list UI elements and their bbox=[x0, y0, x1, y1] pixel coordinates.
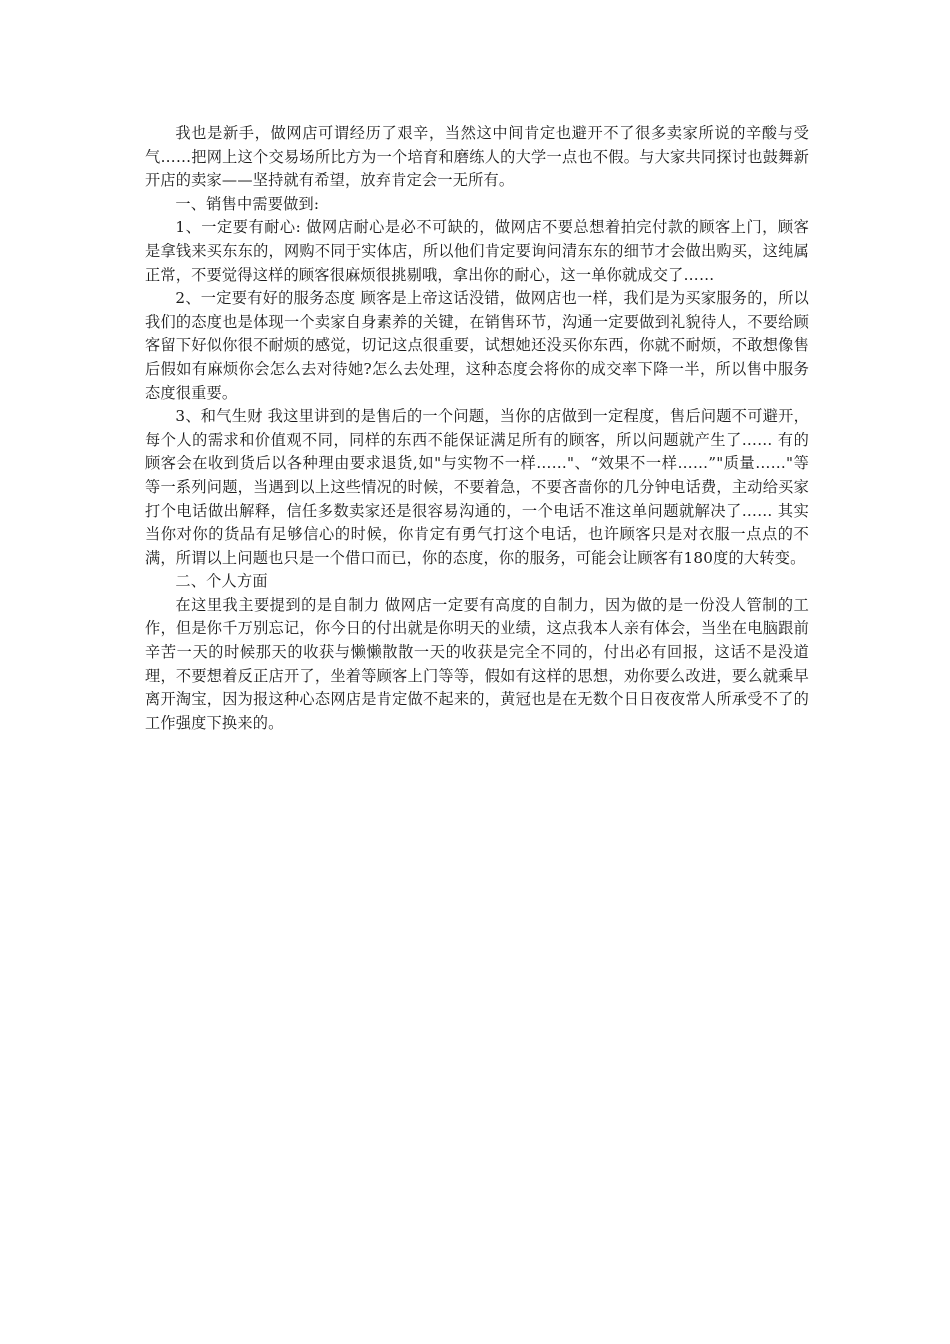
point-harmony: 3、和气生财 我这里讲到的是售后的一个问题，当你的店做到一定程度，售后问题不可避开，每个人的需求和价值观不同，同样的东西不能保证满足所有的顾客，所以问题就产生了…… 有的顾客会在收到货后以各种理由要求退货,如"与实物不一样……"、“效果不一样……”"质量……"等等一系列问题，当遇到以上这些情况的时候，不要着急，不要吝啬你的几分钟电话费，主动给买家打个电话做出解释，信任多数卖家还是很容易沟通的，一个电话不准这单问题就解决了…… 其实当你对你的货品有足够信心的时候，你肯定有勇气打这个电话，也许顾客只是对衣服一点点的不满，所谓以上问题也只是一个借口而已，你的态度，你的服务，可能会让顾客有180度的大转变。 bbox=[145, 407, 809, 567]
intro-paragraph: 我也是新手，做网店可谓经历了艰辛，当然这中间肯定也避开不了很多卖家所说的辛酸与受气……把网上这个交易场所比方为一个培育和磨练人的大学一点也不假。与大家共同探讨也鼓舞新开店的卖家——坚持就有希望，放弃肯定会一无所有。 bbox=[145, 124, 809, 190]
section-heading-sales: 一、销售中需要做到: bbox=[175, 194, 320, 213]
article-body bbox=[145, 122, 809, 735]
section-heading-personal: 二、个人方面 bbox=[175, 572, 268, 591]
point-patience: 1、一定要有耐心: 做网店耐心是必不可缺的，做网店不要总想着拍完付款的顾客上门，顾客是拿钱来买东东的，网购不同于实体店，所以他们肯定要询问清东东的细节才会做出购买，这纯属正常，不要觉得这样的顾客很麻烦很挑剔哦，拿出你的耐心，这一单你就成交了…… bbox=[145, 218, 809, 284]
personal-paragraph: 在这里我主要提到的是自制力 做网店一定要有高度的自制力，因为做的是一份没人管制的工作，但是你千万别忘记，你今日的付出就是你明天的业绩，这点我本人亲有体会，当坐在电脑跟前辛苦一天的时候那天的收获与懒懒散散一天的收获是完全不同的，付出必有回报，这话不是没道理，不要想着反正店开了，坐着等顾客上门等等，假如有这样的思想，劝你要么改进，要么就乘早离开淘宝，因为报这种心态网店是肯定做不起来的，黄冠也是在无数个日日夜夜常人所承受不了的工作强度下换来的。 bbox=[145, 595, 809, 732]
point-service-attitude: 2、一定要有好的服务态度 顾客是上帝这话没错，做网店也一样，我们是为买家服务的，所以我们的态度也是体现一个卖家自身素养的关键，在销售环节，沟通一定要做到礼貌待人，不要给顾客留下好似你很不耐烦的感觉，切记这点很重要，试想她还没买你东西，你就不耐烦，不敢想像售后假如有麻烦你会怎么去对待她?怎么去处理，这种态度会将你的成交率下降一半，所以售中服务态度很重要。 bbox=[145, 289, 809, 402]
